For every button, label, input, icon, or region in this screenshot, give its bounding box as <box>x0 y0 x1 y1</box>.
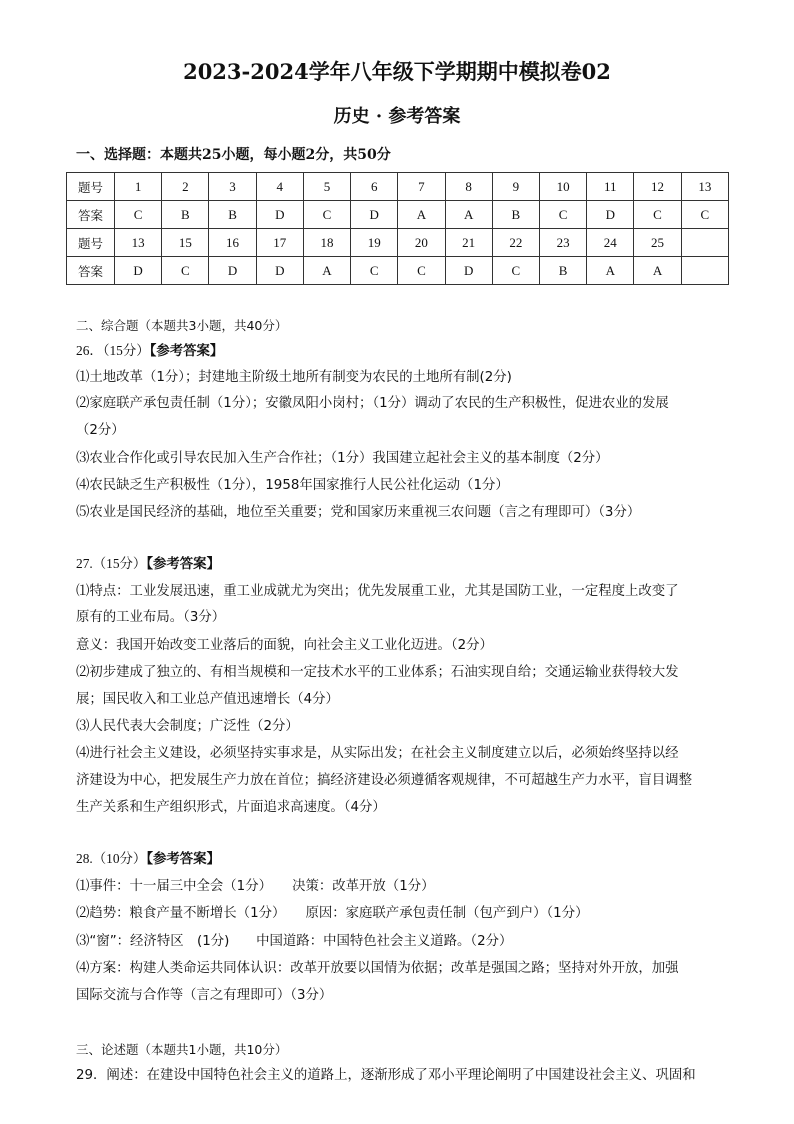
table-cell: D <box>256 201 303 229</box>
table-cell: 12 <box>634 173 681 201</box>
answer-line: ⑵趋势：粮食产量不断增长（1分） 原因：家庭联产承包责任制（包产到户）（1分） <box>76 906 589 921</box>
answer-table <box>66 172 729 285</box>
answer-table-row <box>67 229 729 257</box>
table-cell: B <box>162 201 209 229</box>
document-subtitle: 历史 · 参考答案 <box>333 106 461 127</box>
table-cell: C <box>115 201 162 229</box>
table-cell <box>681 257 728 285</box>
table-cell: 1 <box>115 173 162 201</box>
table-cell: 9 <box>492 173 539 201</box>
row-label-cell: 答案 <box>67 201 115 229</box>
row-label-cell: 答案 <box>67 257 115 285</box>
table-cell <box>681 229 728 257</box>
answer-line: （2分） <box>76 423 125 438</box>
answer-line: 原有的工业布局。（3分） <box>76 610 226 625</box>
answer-line: ⑷进行社会主义建设，必须坚持实事求是，从实际出发；在社会主义制度建立以后，必须始终坚持以经 <box>76 746 679 761</box>
table-cell: B <box>492 201 539 229</box>
row-label-cell: 题号 <box>67 173 115 201</box>
answer-line: ⑶农业合作化或引导农民加入生产合作社；（1分）我国建立起社会主义的基本制度（2分） <box>76 451 609 466</box>
answer-line: 济建设为中心，把发展生产力放在首位；搞经济建设必须遵循客观规律，不可超越生产力水平，盲目调整 <box>76 773 692 788</box>
answer-line: ⑴特点：工业发展迅速，重工业成就尤为突出；优先发展重工业，尤其是国防工业，一定程度上改变了 <box>76 584 679 599</box>
reference-answer-label: 【参考答案】 <box>146 557 220 572</box>
table-cell: A <box>587 257 634 285</box>
table-cell: 5 <box>303 173 350 201</box>
answer-line: 国际交流与合作等（言之有理即可）（3分） <box>76 988 333 1003</box>
table-cell: 20 <box>398 229 445 257</box>
question-28-header <box>76 845 726 873</box>
answer-line: ⑶“窗”：经济特区 (1分) 中国道路：中国特色社会主义道路。（2分） <box>76 934 513 949</box>
table-cell: 23 <box>539 229 586 257</box>
table-cell: 7 <box>398 173 445 201</box>
table-cell: 16 <box>209 229 256 257</box>
table-cell: D <box>445 257 492 285</box>
table-cell: 17 <box>256 229 303 257</box>
table-cell: D <box>256 257 303 285</box>
table-cell: C <box>303 201 350 229</box>
table-cell: C <box>492 257 539 285</box>
question-27-header <box>76 550 726 578</box>
table-cell: 2 <box>162 173 209 201</box>
table-cell: D <box>115 257 162 285</box>
question-29-line: 29．阐述：在建设中国特色社会主义的道路上，逐渐形成了邓小平理论阐明了中国建设社会主义、巩固和 <box>76 1068 696 1083</box>
answer-line: ⑴土地改革（1分）；封建地主阶级土地所有制变为农民的土地所有制(2分) <box>76 370 512 385</box>
table-cell: C <box>681 201 728 229</box>
table-cell: 3 <box>209 173 256 201</box>
table-cell: C <box>351 257 398 285</box>
answer-line: ⑶人民代表大会制度；广泛性（2分） <box>76 719 299 734</box>
answer-line: ⑷方案：构建人类命运共同体认识：改革开放要以国情为依据；改革是强国之路；坚持对外开放，加强 <box>76 961 679 976</box>
question-number: 27.（15分） <box>76 556 147 571</box>
answer-line: ⑷农民缺乏生产积极性（1分），1958年国家推行人民公社化运动（1分） <box>76 478 509 493</box>
table-cell: B <box>209 201 256 229</box>
table-cell: 22 <box>492 229 539 257</box>
row-label-cell: 题号 <box>67 229 115 257</box>
table-cell: C <box>398 257 445 285</box>
table-cell: 6 <box>351 173 398 201</box>
answer-table-row <box>67 257 729 285</box>
table-cell: D <box>587 201 634 229</box>
section2-heading: 二、综合题（本题共3小题，共40分） <box>76 318 288 333</box>
table-cell: D <box>351 201 398 229</box>
answer-line: 展；国民收入和工业总产值迅速增长（4分） <box>76 692 339 707</box>
answer-line: ⑵初步建成了独立的、有相当规模和一定技术水平的工业体系；石油实现自给；交通运输业获得较大发 <box>76 665 679 680</box>
question-number: 26．（15分） <box>76 343 150 358</box>
answer-table-row <box>67 173 729 201</box>
section1-heading: 一、选择题：本题共25小题，每小题2分，共50分 <box>76 147 391 163</box>
table-cell: C <box>162 257 209 285</box>
table-cell: 21 <box>445 229 492 257</box>
table-cell: 4 <box>256 173 303 201</box>
table-cell: B <box>539 257 586 285</box>
table-cell: 10 <box>539 173 586 201</box>
table-cell: A <box>634 257 681 285</box>
answer-line: ⑴事件：十一届三中全会（1分） 决策：改革开放（1分） <box>76 879 435 894</box>
question-26-header <box>76 337 726 365</box>
table-cell: 18 <box>303 229 350 257</box>
table-cell: 19 <box>351 229 398 257</box>
table-cell: C <box>539 201 586 229</box>
answer-line: ⑸农业是国民经济的基础，地位至关重要；党和国家历来重视三农问题（言之有理即可）（3分） <box>76 505 641 520</box>
reference-answer-label: 【参考答案】 <box>146 852 220 867</box>
question-number: 28.（10分） <box>76 851 147 866</box>
table-cell: A <box>445 201 492 229</box>
section3-heading: 三、论述题（本题共1小题，共10分） <box>76 1042 288 1057</box>
table-cell: 8 <box>445 173 492 201</box>
answer-table-row <box>67 201 729 229</box>
table-cell: D <box>209 257 256 285</box>
answer-line: 生产关系和生产组织形式，片面追求高速度。（4分） <box>76 800 386 815</box>
answer-line: ⑵家庭联产承包责任制（1分）；安徽凤阳小岗村；（1分）调动了农民的生产积极性，促进农业的发展 <box>76 396 669 411</box>
table-cell: A <box>303 257 350 285</box>
table-cell: A <box>398 201 445 229</box>
table-cell: 13 <box>115 229 162 257</box>
table-cell: 24 <box>587 229 634 257</box>
table-cell: 25 <box>634 229 681 257</box>
table-cell: 13 <box>681 173 728 201</box>
answer-line: 意义：我国开始改变工业落后的面貌，向社会主义工业化迈进。（2分） <box>76 638 493 653</box>
reference-answer-label: 【参考答案】 <box>149 344 224 359</box>
document-title: 2023-2024学年八年级下学期期中模拟卷02 <box>183 59 611 84</box>
table-cell: 15 <box>162 229 209 257</box>
table-cell: 11 <box>587 173 634 201</box>
table-cell: C <box>634 201 681 229</box>
